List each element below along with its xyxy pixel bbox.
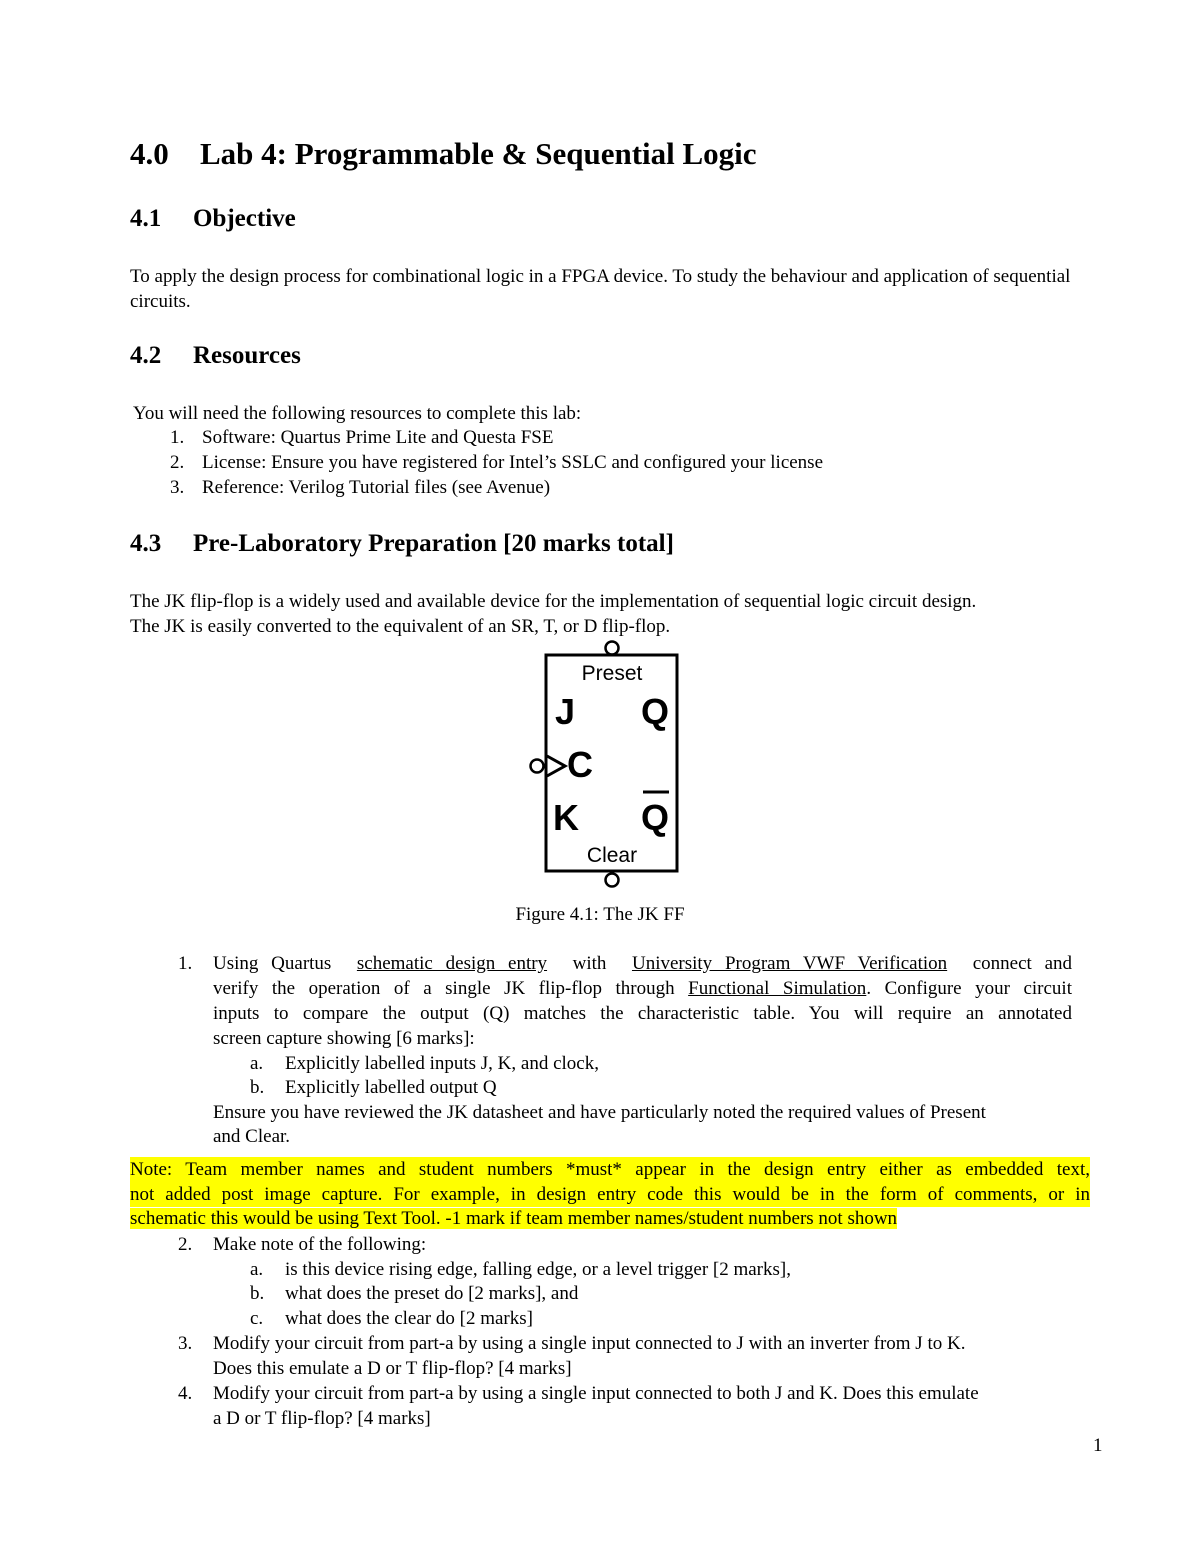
- q-bar-label: Q: [640, 797, 669, 838]
- step-number: 2.: [178, 1234, 193, 1255]
- section-heading-prelab: 4.3 Pre-Laboratory Preparation [20 marks total]: [130, 530, 674, 557]
- step-number: 4.: [178, 1383, 193, 1404]
- q-label: Q: [640, 691, 669, 732]
- objective-text: To apply the design process for combinational logic in a FPGA device. To study the behaviour and application of sequential circuits.: [130, 266, 1071, 312]
- preset-label: Preset: [581, 662, 643, 685]
- flip-flop-body: [546, 655, 677, 871]
- list-item-number: 1.: [170, 427, 185, 448]
- sub-item-letter: a.: [250, 1259, 264, 1280]
- page-number: 1: [1093, 1435, 1103, 1456]
- step-number: 1.: [178, 953, 193, 974]
- list-item-number: 3.: [170, 477, 185, 498]
- figure-caption: Figure 4.1: The JK FF: [515, 904, 685, 925]
- step2-text: Make note of the following:: [213, 1234, 427, 1255]
- step1-line: Using Quartus schematic design entry with University Program VWF Verification connect and: [213, 953, 1073, 974]
- resources-intro: You will need the following resources to complete this lab:: [133, 403, 582, 424]
- step1-line: screen capture showing [6 marks]:: [213, 1028, 475, 1049]
- clock-bubble: [531, 760, 544, 773]
- sub-item-letter: c.: [250, 1308, 264, 1329]
- prelab-intro-line: The JK flip-flop is a widely used and available device for the implementation of sequential logic circuit design.: [130, 591, 977, 612]
- sub-item: Explicitly labelled inputs J, K, and clock,: [285, 1053, 599, 1074]
- page-title: 4.0 Lab 4: Programmable & Sequential Logic: [130, 136, 757, 171]
- sub-item-letter: a.: [250, 1053, 264, 1074]
- step1-line: inputs to compare the output (Q) matches the characteristic table. You will require an annotated: [213, 1003, 1072, 1024]
- section-heading-resources: 4.2 Resources: [130, 342, 301, 369]
- list-item-number: 2.: [170, 452, 185, 473]
- step3-line: Does this emulate a D or T flip-flop? [4 marks]: [213, 1358, 572, 1379]
- sub-item-letter: b.: [250, 1283, 265, 1304]
- schematic-design-entry-term: schematic design entry: [356, 953, 548, 974]
- jk-flip-flop-diagram: [527, 640, 687, 890]
- sub-item: what does the preset do [2 marks], and: [285, 1283, 579, 1304]
- step4-line: Modify your circuit from part-a by using a single input connected to both J and K. Does this emulate: [213, 1383, 979, 1404]
- k-label: K: [553, 797, 579, 838]
- clear-label: Clear: [586, 844, 638, 867]
- step4-line: a D or T flip-flop? [4 marks]: [213, 1408, 431, 1429]
- sub-item-letter: b.: [250, 1077, 265, 1098]
- preset-bubble: [606, 642, 619, 655]
- step1-note-line: Ensure you have reviewed the JK datasheet and have particularly noted the required values of Present: [213, 1102, 986, 1123]
- sub-item: what does the clear do [2 marks]: [285, 1308, 533, 1329]
- step-number: 3.: [178, 1333, 193, 1354]
- step1-note-line: and Clear.: [213, 1126, 291, 1147]
- functional-simulation-term: Functional Simulation: [688, 978, 867, 999]
- list-item: Software: Quartus Prime Lite and Questa FSE: [202, 427, 554, 448]
- highlighted-note-line: schematic this would be using Text Tool. -1 mark if team member names/student numbers not shown: [130, 1208, 898, 1229]
- c-label: C: [567, 744, 593, 785]
- step1-line: verify the operation of a single JK flip-flop through Functional Simulation. Configure your circuit: [213, 978, 1072, 999]
- list-item: Reference: Verilog Tutorial files (see Avenue): [202, 477, 551, 498]
- vwf-verification-term: University Program VWF Verification: [631, 953, 948, 974]
- sub-item: Explicitly labelled output Q: [285, 1077, 497, 1098]
- highlighted-note-line: not added post image capture. For example, in design entry code this would be in the form of comments, or in: [130, 1184, 1090, 1205]
- clear-bubble: [606, 874, 619, 887]
- prelab-intro-line: The JK is easily converted to the equivalent of an SR, T, or D flip-flop.: [130, 616, 671, 637]
- list-item: License: Ensure you have registered for Intel’s SSLC and configured your license: [202, 452, 824, 473]
- step3-line: Modify your circuit from part-a by using a single input connected to J with an inverter from J to K.: [213, 1333, 966, 1354]
- highlighted-note-line: Note: Team member names and student numbers *must* appear in the design entry either as embedded text,: [130, 1159, 1090, 1180]
- j-label: J: [555, 691, 576, 732]
- section-heading-objective: 4.1 Objective: [130, 205, 296, 232]
- sub-item: is this device rising edge, falling edge, or a level trigger [2 marks],: [285, 1259, 791, 1280]
